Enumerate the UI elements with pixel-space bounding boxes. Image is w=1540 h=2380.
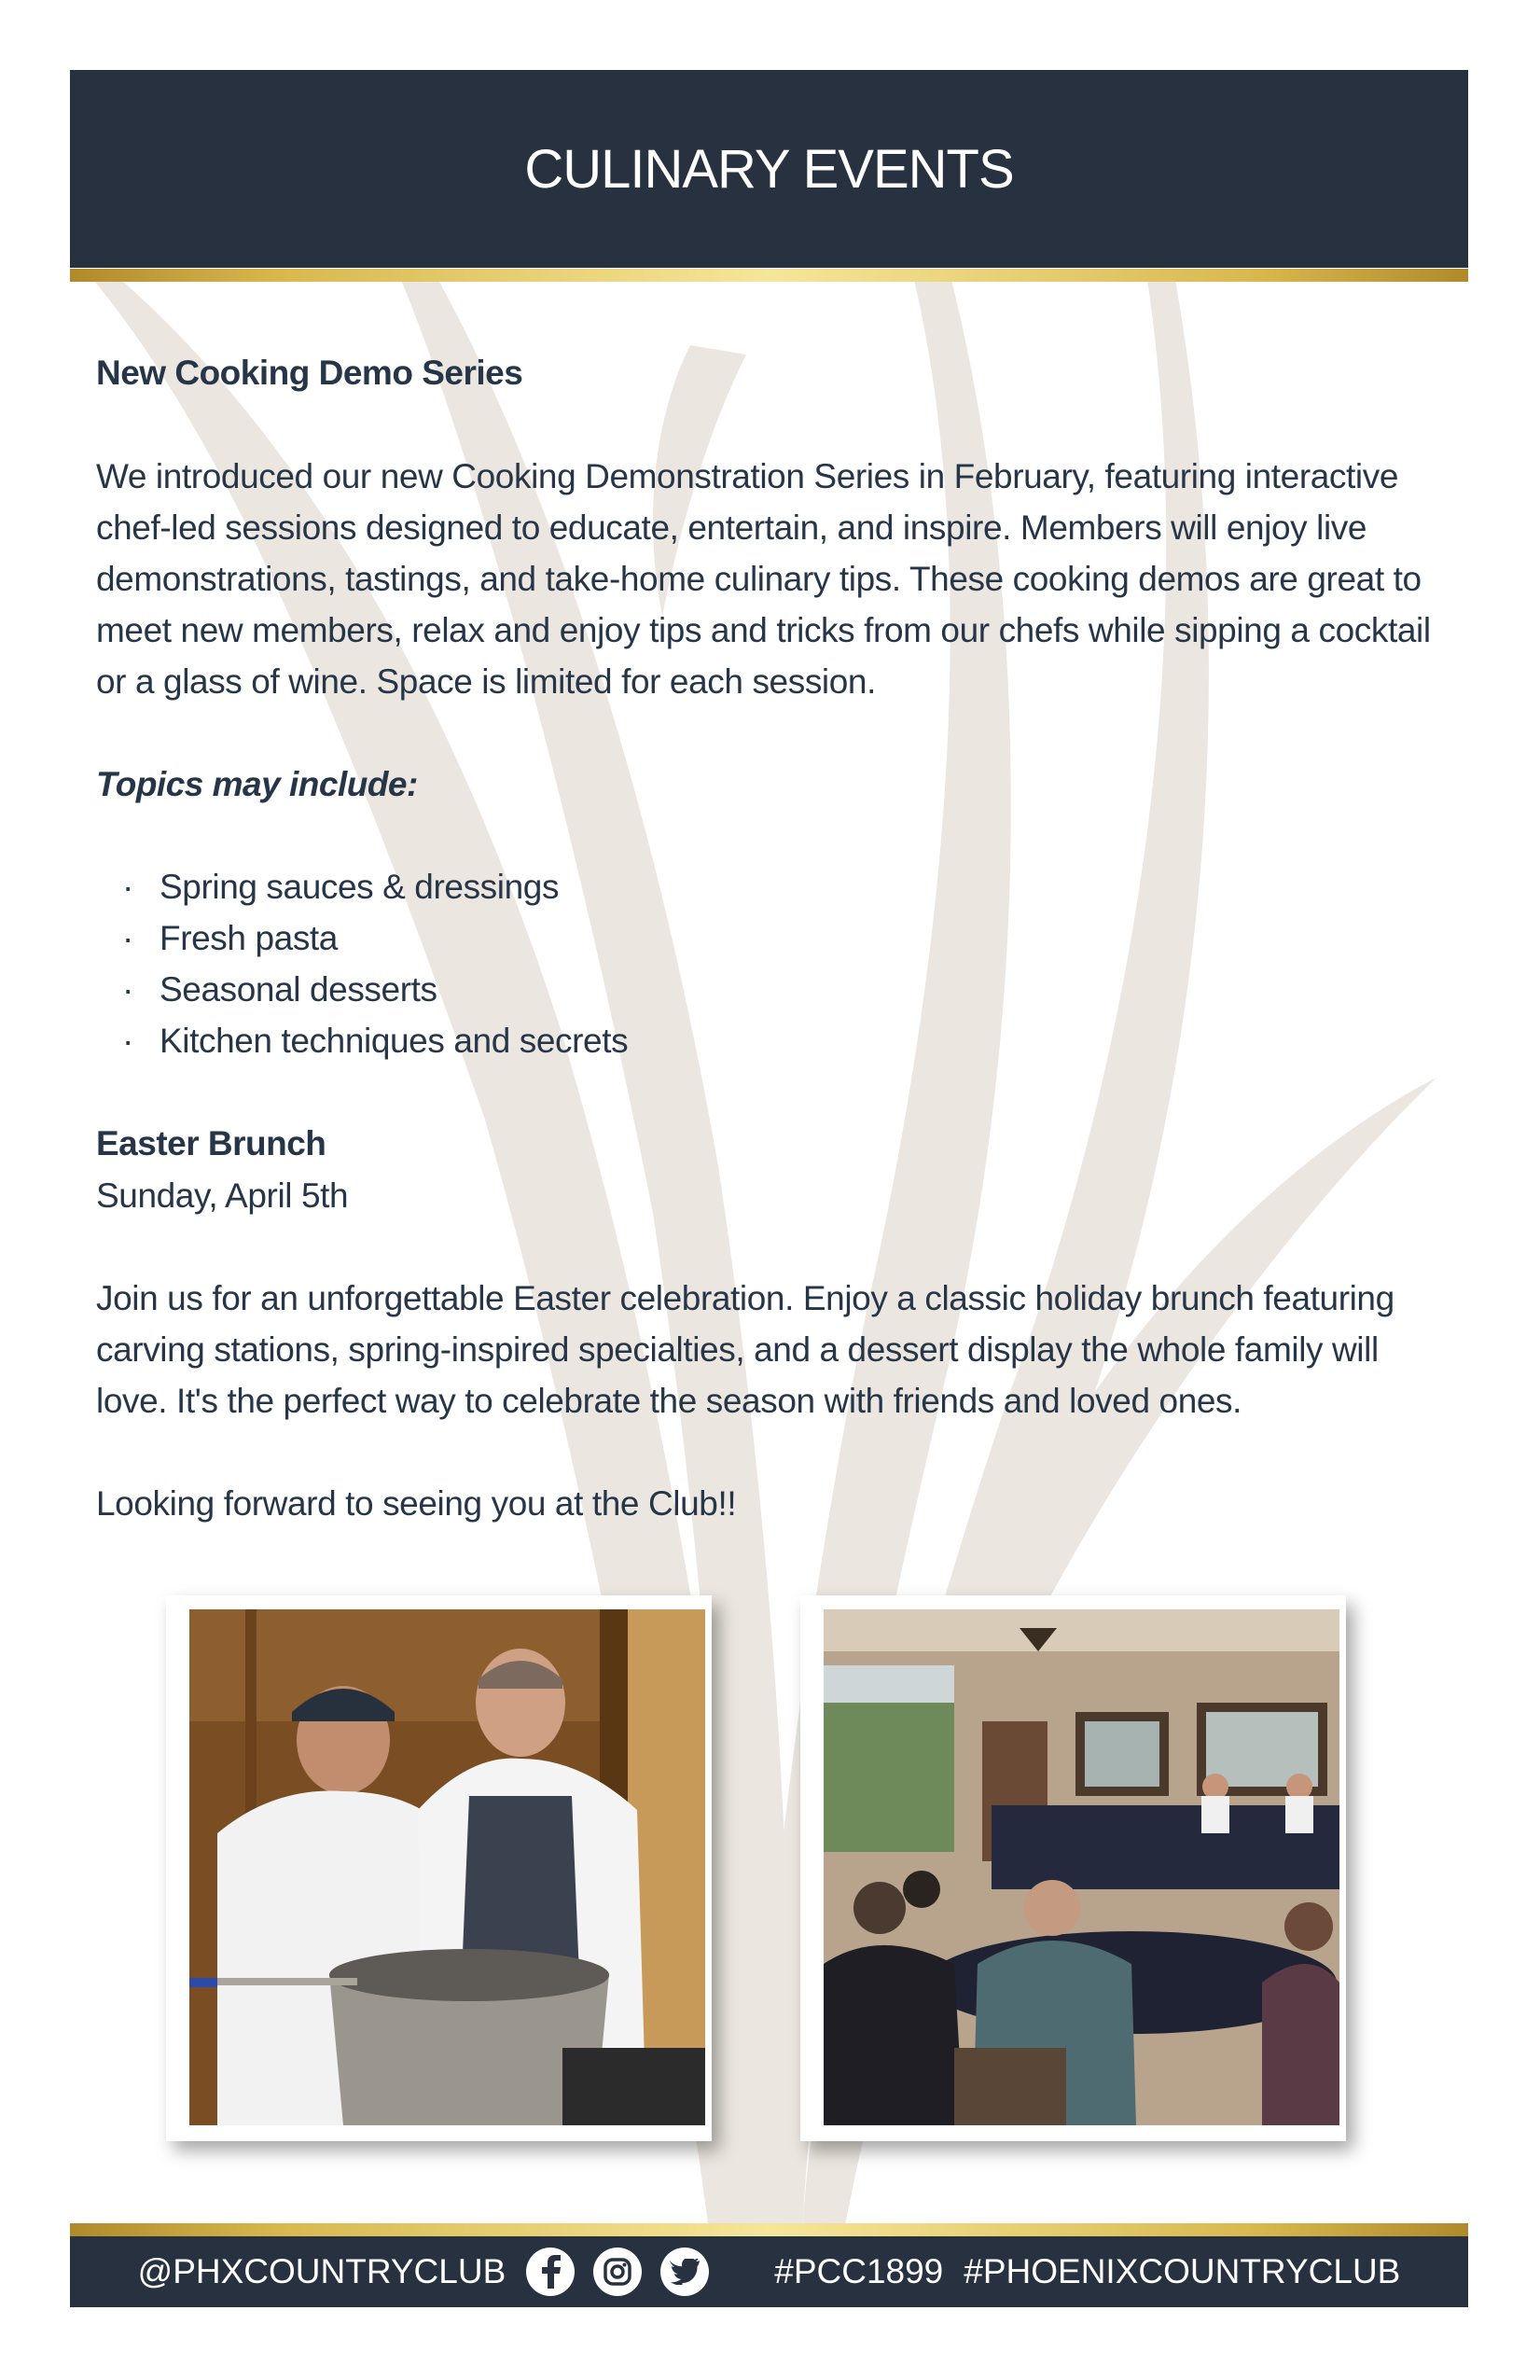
easter-brunch-heading: Easter Brunch [96,1124,326,1162]
hashtag-phoenixcountryclub: #PHOENIXCOUNTRYCLUB [964,2252,1401,2290]
list-item: · Seasonal desserts [122,970,437,1009]
list-item: · Kitchen techniques and secrets [122,1022,629,1060]
cooking-demo-room-photo [800,1595,1346,2141]
gold-divider-top [70,269,1468,282]
topics-list [96,861,1458,1066]
facebook-icon[interactable] [526,2248,575,2296]
social-handle: @PHXCOUNTRYCLUB [137,2252,506,2290]
easter-brunch-description: Join us for an unforgettable Easter celebration. Enjoy a classic holiday brunch featuring carving stations, spring-inspired specialties, and a dessert display the whole family will love. It's the perfect way to celebrate the season with friends and loved ones. [96,1279,1394,1420]
article-body [96,347,1458,1529]
instagram-icon[interactable] [593,2248,642,2296]
list-item: · Fresh pasta [122,919,338,957]
page-header [70,70,1468,268]
gold-divider-bottom [70,2223,1468,2236]
closing-line: Looking forward to seeing you at the Club!! [96,1484,737,1523]
list-item: · Spring sauces & dressings [122,868,560,906]
demo-series-intro: We introduced our new Cooking Demonstration Series in February, featuring interactive chef-led sessions designed to educate, entertain, and inspire. Members will enjoy live demonstrations, tastings, and take-home culinary tips. These cooking demos are great to meet new members, relax and enjoy tips and tricks from our chefs while sipping a cocktail or a glass of wine. Space is limited for each session. [96,457,1431,701]
page-title: CULINARY EVENTS [524,138,1014,200]
topics-label: Topics may include: [96,765,418,803]
twitter-icon[interactable] [660,2248,709,2296]
footer-bar [70,2236,1468,2307]
easter-brunch-date: Sunday, April 5th [96,1176,349,1215]
hashtag-pcc1899: #PCC1899 [774,2252,944,2290]
chefs-photo [166,1595,712,2141]
demo-series-heading: New Cooking Demo Series [96,354,523,392]
